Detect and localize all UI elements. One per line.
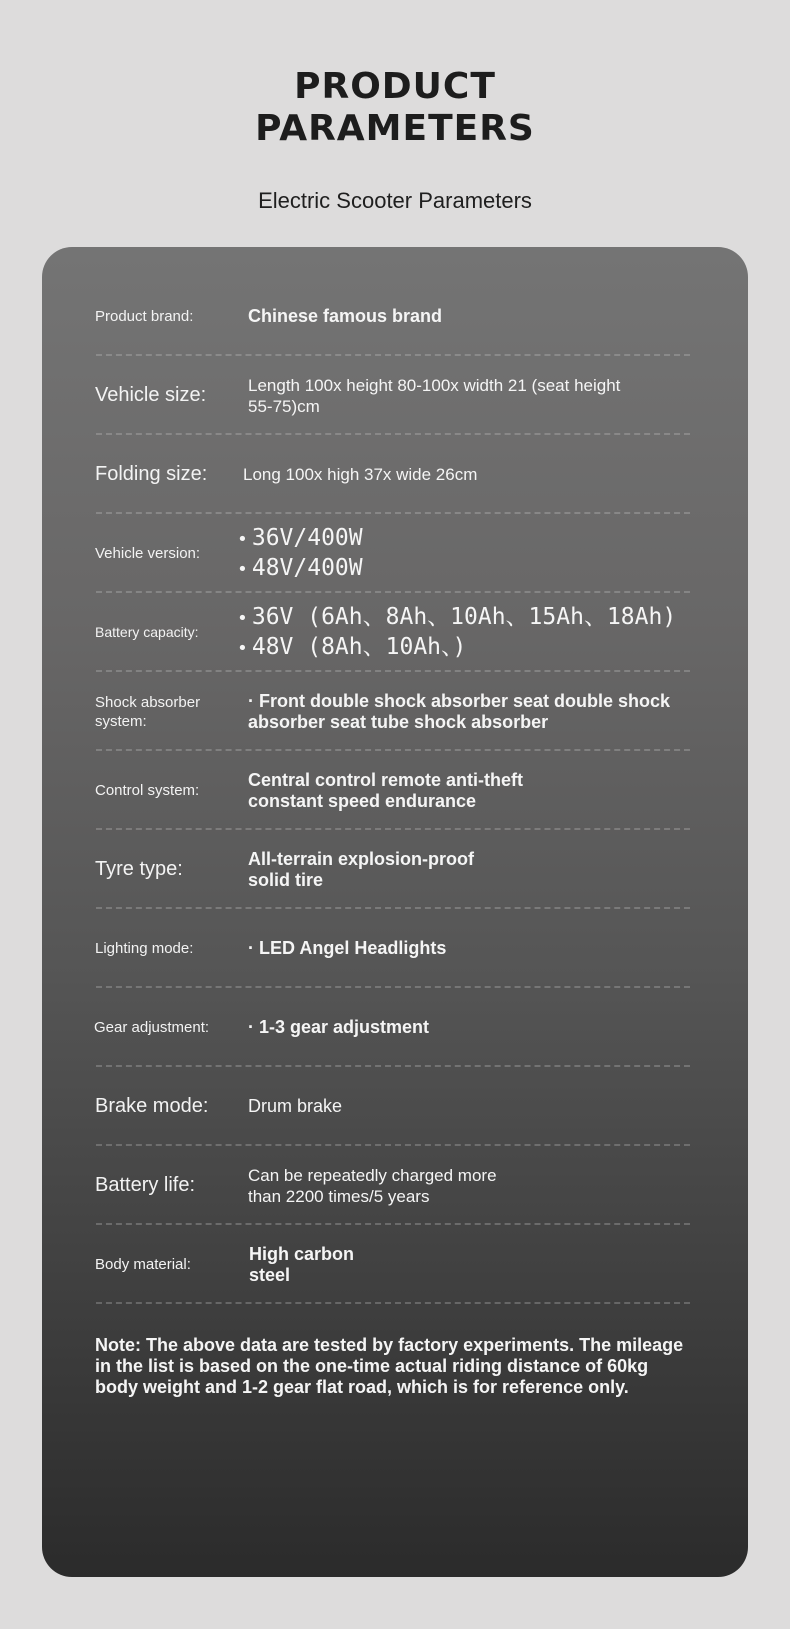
param-value: • 36V/400W • 48V/400W — [237, 514, 728, 593]
param-label: Product brand: — [95, 308, 194, 325]
param-row-body-material — [42, 1225, 748, 1304]
page-title — [0, 66, 790, 150]
title-line-1: PRODUCT — [294, 66, 496, 107]
param-row-tyre-type — [42, 830, 748, 909]
param-label: Tyre type: — [95, 858, 183, 880]
param-value: • 36V (6Ah、8Ah、10Ah、15Ah、18Ah) • 48V (8Ah、10Ah、) — [237, 593, 728, 672]
param-value: Can be repeatedly charged more than 2200 times/5 years — [248, 1165, 497, 1206]
param-value: High carbon steel — [249, 1243, 355, 1285]
param-label: Body material: — [95, 1256, 191, 1273]
param-row-vehicle-version — [42, 514, 748, 593]
param-value: · LED Angel Headlights — [248, 938, 447, 958]
param-value: Chinese famous brand — [248, 306, 443, 326]
param-value: Length 100x height 80-100x width 21 (seat height 55-75)cm — [248, 375, 621, 416]
param-row-product-brand — [42, 277, 748, 356]
title-line-2: PARAMETERS — [255, 108, 535, 149]
param-value: · 1-3 gear adjustment — [248, 1017, 430, 1037]
param-row-gear-adjustment — [42, 988, 748, 1067]
param-value: Drum brake — [248, 1096, 343, 1116]
param-row-battery-life — [42, 1146, 748, 1225]
parameters-card — [42, 247, 748, 1577]
page-subtitle: Electric Scooter Parameters — [258, 188, 532, 213]
param-label: Vehicle version: — [95, 545, 201, 562]
param-label: Brake mode: — [95, 1095, 209, 1117]
param-row-folding-size — [42, 435, 748, 514]
param-row-control-system — [42, 751, 748, 830]
param-value: · Front double shock absorber seat double shock absorber seat tube shock absorber — [248, 690, 671, 732]
param-label: Lighting mode: — [95, 940, 194, 957]
param-value: All-terrain explosion-proof solid tire — [248, 848, 475, 890]
param-label: Control system: — [95, 782, 200, 799]
param-label: Vehicle size: — [95, 384, 207, 406]
param-label: Battery life: — [95, 1174, 196, 1196]
param-row-lighting-mode — [42, 909, 748, 988]
param-label: Battery capacity: — [95, 624, 199, 640]
param-label: Gear adjustment: — [94, 1019, 210, 1036]
param-row-brake-mode — [42, 1067, 748, 1146]
param-value: Central control remote anti-theft constant speed endurance — [248, 769, 524, 811]
footnote: Note: The above data are tested by factory experiments. The mileage in the list is based on the one-time actual riding distance of 60kg body weight and 1-2 gear flat road, which is for reference only. — [95, 1335, 684, 1397]
param-label: Shock absorber system: — [95, 693, 201, 730]
param-value: Long 100x high 37x wide 26cm — [243, 465, 478, 484]
param-label: Folding size: — [95, 463, 208, 485]
row-divider — [96, 1302, 690, 1304]
param-row-shock-absorber — [42, 672, 748, 751]
param-row-battery-capacity — [42, 593, 748, 672]
param-row-vehicle-size — [42, 356, 748, 435]
